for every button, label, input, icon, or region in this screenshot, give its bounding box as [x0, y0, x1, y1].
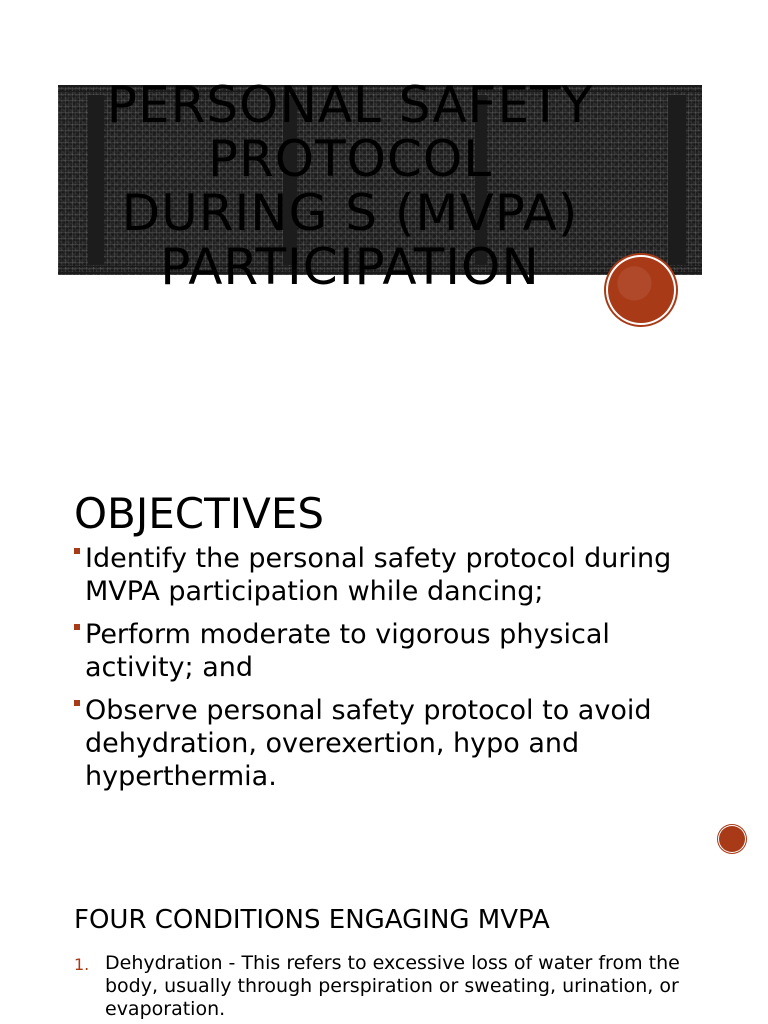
conditions-heading: FOUR CONDITIONS ENGAGING MVPA [74, 905, 550, 935]
objectives-slide [0, 470, 768, 870]
decorative-circle-icon [719, 826, 745, 852]
conditions-slide [0, 900, 768, 1024]
list-item [74, 952, 694, 1021]
conditions-list [74, 952, 694, 1021]
bullet-square-icon [74, 548, 80, 554]
list-item [74, 542, 714, 608]
list-item [74, 618, 714, 684]
list-item-text: Observe personal safety protocol to avoid dehydration, overexertion, hypo and hyperthermia. [85, 695, 652, 792]
objectives-heading: OBJECTIVES [74, 489, 325, 538]
decorative-circle-icon [608, 257, 674, 323]
list-item-text: Perform moderate to vigorous physical activity; and [85, 619, 610, 683]
list-number: 1. [74, 955, 90, 974]
objectives-list [74, 542, 714, 803]
banner-stripe [668, 95, 686, 265]
title-slide [0, 0, 768, 420]
list-item-text: Identify the personal safety protocol during MVPA participation while dancing; [85, 543, 672, 607]
list-item-text: Dehydration - This refers to excessive loss of water from the body, usually through perspiration or sweating, urination, or evaporation. [105, 952, 680, 1020]
bullet-square-icon [74, 700, 80, 706]
slide-title: PERSONAL SAFETY PROTOCOL DURING S (MVPA) PARTICIPATION [106, 76, 594, 296]
bullet-square-icon [74, 624, 80, 630]
list-item [74, 694, 714, 793]
